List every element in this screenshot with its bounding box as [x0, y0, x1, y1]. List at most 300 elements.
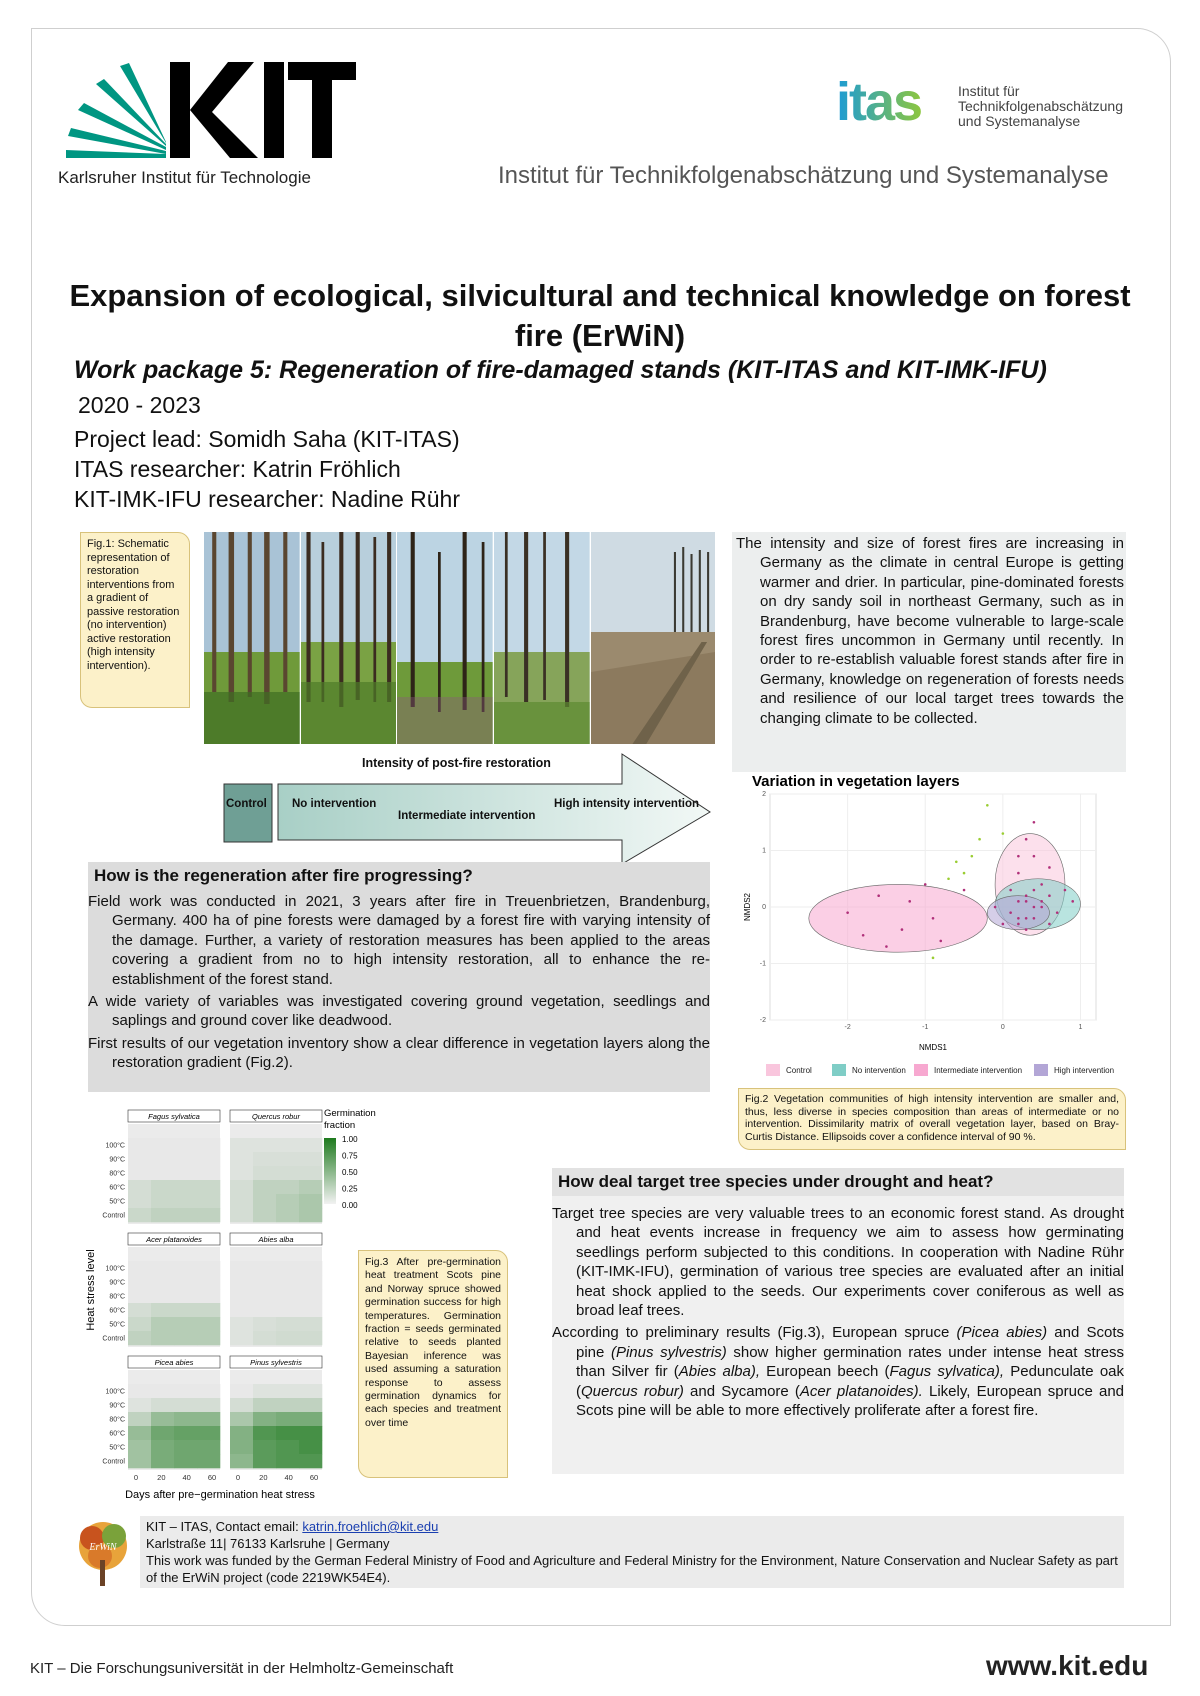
- kit-subtitle: Karlsruher Institut für Technologie: [58, 168, 311, 187]
- heatmap-cell: [299, 1289, 322, 1303]
- heatmap-cell: [299, 1398, 322, 1412]
- heatmap-cell: [276, 1331, 299, 1345]
- regen-paragraph-3: First results of our vegetation inventory show a clear difference in vegetation layers along the restoration gradient (Fig.2).: [88, 1034, 710, 1072]
- heatmap-cell: [151, 1331, 174, 1345]
- heatmap-row-label: 90°C: [109, 1156, 125, 1164]
- heatmap-panel-title: Abies alba: [258, 1235, 294, 1244]
- heatmap-row-label: 80°C: [109, 1416, 125, 1424]
- heatmap-cell: [151, 1166, 174, 1180]
- heatmap-panel-title: Pinus sylvestris: [250, 1358, 302, 1367]
- heatmap-cell: [151, 1138, 174, 1152]
- heatmap-cell: [253, 1289, 276, 1303]
- heatmap-cell: [128, 1440, 151, 1454]
- contact-email-link[interactable]: katrin.froehlich@kit.edu: [302, 1519, 439, 1534]
- heatmap-cell: [174, 1398, 197, 1412]
- heatmap-cell: [253, 1317, 276, 1331]
- heatmap-row-label: 90°C: [109, 1279, 125, 1287]
- heatmap-cell: [197, 1194, 220, 1208]
- target-species-section: [552, 1168, 1124, 1474]
- heatmap-cell: [299, 1152, 322, 1166]
- heatmap-row-label: 90°C: [109, 1402, 125, 1410]
- heatmap-cell: [253, 1261, 276, 1275]
- heatmap-legend-tick: 0.25: [342, 1184, 358, 1194]
- project-lead: Project lead: Somidh Saha (KIT-ITAS): [74, 426, 460, 452]
- heatmap-cell: [151, 1454, 174, 1468]
- nmds-point: [1056, 911, 1059, 914]
- heatmap-panel-title: Quercus robur: [252, 1112, 300, 1121]
- heatmap-cell: [253, 1152, 276, 1166]
- heatmap-cell: [230, 1289, 253, 1303]
- nmds-point-extra: [971, 855, 974, 858]
- heatmap-xtick-label: 20: [259, 1473, 268, 1482]
- nmds-point: [1009, 911, 1012, 914]
- heatmap-cell: [151, 1180, 174, 1194]
- nmds-point: [1033, 889, 1036, 892]
- target-paragraph-1: Target tree species are very valuable trees to an economic forest stand. As drought and heat events increase in frequency we aim to assess how germinating seedlings perform subjected to this conditions. In cooperation with Nadine Rühr (KIT-IMK-IFU), germination of various tree species are evaluated after an initial heat shock applied to the seeds. Our experiments cover coniferous as well as broad leaf trees.: [552, 1205, 1124, 1320]
- label-control: Control: [226, 798, 267, 810]
- heatmap-cell: [174, 1440, 197, 1454]
- heatmap-cell: [276, 1261, 299, 1275]
- nmds-point-extra: [932, 957, 935, 960]
- nmds-ellipse-intermediate-intervention: [809, 884, 988, 952]
- heatmap-cell: [253, 1384, 276, 1398]
- heatmap-cell: [230, 1180, 253, 1194]
- heatmap-cell: [197, 1166, 220, 1180]
- fig2-caption: Fig.2 Vegetation communities of high intensity intervention are smaller and, thus, less diverse in species composition than areas of intermediate or no intervention. Dissimilarity matrix of overall vegetation layer, based on Bray-Curtis Distance. Ellipsoids cover a confidence interval of 90 %.: [738, 1088, 1126, 1150]
- heatmap-cell: [299, 1426, 322, 1440]
- contact-label: KIT – ITAS, Contact email:: [146, 1519, 303, 1534]
- heatmap-cell: [230, 1426, 253, 1440]
- heatmap-cell: [276, 1166, 299, 1180]
- heatmap-legend-bar: [324, 1138, 336, 1204]
- heatmap-cell: [230, 1317, 253, 1331]
- heatmap-cell: [276, 1398, 299, 1412]
- heatmap-cell: [230, 1138, 253, 1152]
- heatmap-cell: [276, 1208, 299, 1222]
- nmds-point: [963, 889, 966, 892]
- heatmap-cell: [128, 1289, 151, 1303]
- heatmap-cell: [197, 1454, 220, 1468]
- heatmap-cell: [151, 1384, 174, 1398]
- heatmap-cell: [276, 1152, 299, 1166]
- p2-species: Fagus sylvatica),: [889, 1363, 1005, 1381]
- heatmap-cell: [128, 1275, 151, 1289]
- heatmap-cell: [197, 1303, 220, 1317]
- nmds-point: [1033, 906, 1036, 909]
- heatmap-cell: [174, 1275, 197, 1289]
- nmds-point: [908, 900, 911, 903]
- heatmap-cell: [276, 1138, 299, 1152]
- heatmap-cell: [151, 1440, 174, 1454]
- heatmap-row-label: 50°C: [109, 1444, 125, 1452]
- fig1-photo-strip: [204, 532, 716, 744]
- forest-photo-control: [204, 532, 301, 744]
- intro-box: [732, 532, 1126, 772]
- heatmap-cell: [128, 1303, 151, 1317]
- heatmap-cell: [197, 1331, 220, 1345]
- nmds-point: [932, 917, 935, 920]
- nmds-point: [1025, 838, 1028, 841]
- nmds-ytick-label: 2: [762, 791, 766, 798]
- heatmap-cell: [276, 1194, 299, 1208]
- heatmap-cell: [230, 1152, 253, 1166]
- heatmap-cell: [174, 1289, 197, 1303]
- nmds-point: [1040, 906, 1043, 909]
- p2-species: (Pinus sylvestris): [610, 1343, 727, 1361]
- nmds-point: [1064, 889, 1067, 892]
- heatmap-xtick-label: 60: [207, 1473, 217, 1482]
- heatmap-cell: [197, 1398, 220, 1412]
- p2-species: Acer platanoides).: [799, 1382, 923, 1400]
- nmds-legend-swatch: [914, 1064, 928, 1076]
- nmds-point: [1009, 889, 1012, 892]
- p2-part: and Sycamore (: [683, 1382, 800, 1400]
- heatmap-legend-title: Germination: [324, 1108, 376, 1119]
- heatmap-legend-tick: 1.00: [342, 1135, 358, 1144]
- heatmap-cell: [299, 1138, 322, 1152]
- heatmap-cell: [230, 1412, 253, 1426]
- nmds-point: [1071, 900, 1074, 903]
- heatmap-row-label: 50°C: [109, 1321, 125, 1329]
- heatmap-cell: [197, 1426, 220, 1440]
- heatmap-row-label: Control: [102, 1212, 125, 1220]
- heatmap-cell: [174, 1166, 197, 1180]
- heatmap-cell: [230, 1194, 253, 1208]
- heatmap-legend-title-2: fraction: [324, 1120, 356, 1131]
- heatmap-cell: [299, 1275, 322, 1289]
- p2-species: Abies alba),: [678, 1363, 760, 1381]
- imk-researcher: KIT-IMK-IFU researcher: Nadine Rühr: [74, 486, 461, 512]
- heatmap-cell: [151, 1426, 174, 1440]
- heatmap-cell: [197, 1384, 220, 1398]
- heatmap-cell: [253, 1412, 276, 1426]
- heatmap-cell: [151, 1275, 174, 1289]
- heatmap-cell: [174, 1208, 197, 1222]
- heatmap-cell: [253, 1208, 276, 1222]
- nmds-point-extra: [947, 877, 950, 880]
- nmds-point: [1033, 917, 1036, 920]
- heatmap-cell: [174, 1180, 197, 1194]
- nmds-legend-label: Intermediate intervention: [934, 1066, 1023, 1075]
- heatmap-xtick-label: 40: [284, 1473, 293, 1482]
- itas-line-2: Technikfolgenabschätzung: [958, 98, 1124, 114]
- forest-photo-light-intervention: [397, 532, 494, 744]
- heatmap-cell: [253, 1426, 276, 1440]
- heatmap-cell: [197, 1275, 220, 1289]
- heatmap-cell: [276, 1412, 299, 1426]
- heatmap-cell: [197, 1317, 220, 1331]
- heatmap-cell: [299, 1180, 322, 1194]
- heatmap-legend-tick: 0.75: [342, 1151, 358, 1161]
- heatmap-cell: [197, 1208, 220, 1222]
- heatmap-cell: [174, 1454, 197, 1468]
- heatmap-cell: [174, 1261, 197, 1275]
- itas-line-1: Institut für: [958, 83, 1020, 99]
- nmds-ylabel: NMDS2: [743, 892, 752, 922]
- heatmap-cell: [128, 1412, 151, 1426]
- heatmap-xtick-label: 60: [309, 1473, 319, 1482]
- nmds-point: [994, 906, 997, 909]
- heatmap-row-label: 60°C: [109, 1307, 125, 1315]
- heatmap-cell: [128, 1194, 151, 1208]
- itas-logo: [834, 74, 952, 130]
- nmds-ytick-label: 0: [762, 904, 766, 911]
- nmds-point: [1048, 894, 1051, 897]
- poster-subtitle: Work package 5: Regeneration of fire-damaged stands (KIT-ITAS and KIT-IMK-IFU): [74, 356, 1047, 384]
- heatmap-cell: [174, 1152, 197, 1166]
- heatmap-cell: [174, 1303, 197, 1317]
- erwin-logo-text: ErWiN: [89, 1542, 117, 1553]
- heatmap-ylabel: Heat stress level: [85, 1249, 97, 1331]
- heatmap-cell: [128, 1384, 151, 1398]
- heatmap-cell: [174, 1331, 197, 1345]
- heatmap-cell: [230, 1261, 253, 1275]
- heatmap-cell: [151, 1208, 174, 1222]
- project-years: 2020 - 2023: [78, 392, 201, 418]
- heatmap-cell: [299, 1166, 322, 1180]
- heatmap-cell: [174, 1194, 197, 1208]
- nmds-point: [1025, 928, 1028, 931]
- heatmap-cell: [151, 1412, 174, 1426]
- heatmap-cell: [253, 1454, 276, 1468]
- nmds-xtick-label: -2: [844, 1024, 851, 1031]
- heatmap-cell: [151, 1194, 174, 1208]
- p2-species: Quercus robur): [581, 1382, 684, 1400]
- heatmap-row-label: 100°C: [105, 1265, 125, 1273]
- heatmap-cell: [128, 1138, 151, 1152]
- heatmap-cell: [299, 1261, 322, 1275]
- heatmap-xlabel: Days after pre−germination heat stress: [125, 1489, 315, 1501]
- nmds-point: [924, 883, 927, 886]
- itas-researcher: ITAS researcher: Katrin Fröhlich: [74, 456, 401, 482]
- heatmap-cell: [128, 1261, 151, 1275]
- heatmap-row-label: 80°C: [109, 1293, 125, 1301]
- nmds-xtick-label: -1: [922, 1024, 929, 1031]
- heatmap-cell: [128, 1454, 151, 1468]
- heatmap-cell: [174, 1138, 197, 1152]
- nmds-legend-label: No intervention: [852, 1066, 906, 1075]
- fig3-caption: Fig.3 After pre-germination heat treatment Scots pine and Norway spruce showed germination success for high temperatures. Germination fraction = seeds germinated relative to seeds planted Bayesian inference was used assuming a saturation response to assess germination dynamics for each species and treatment over time: [358, 1250, 508, 1478]
- heatmap-cell: [276, 1275, 299, 1289]
- heatmap-cell: [128, 1166, 151, 1180]
- itas-logo-lines: [958, 84, 1123, 129]
- nmds-point: [1017, 855, 1020, 858]
- heatmap-cell: [197, 1412, 220, 1426]
- heatmap-legend-tick: 0.50: [342, 1168, 358, 1177]
- heatmap-xtick-label: 40: [182, 1473, 191, 1482]
- regen-paragraph-1: Field work was conducted in 2021, 3 years after fire in Treuenbrietzen, Brandenburg, Germany. 400 ha of pine forests were damaged by a forest fire with varying intensity of the damage. Further, a variety of restoration measures has been applied to the areas covering a gradient from no to high intensity restoration, all to enhance the re-establishment of the forest stand.: [88, 893, 710, 988]
- nmds-point: [1025, 900, 1028, 903]
- heatmap-cell: [151, 1289, 174, 1303]
- heatmap-cell: [253, 1138, 276, 1152]
- nmds-point: [1017, 923, 1020, 926]
- nmds-legend-label: High intervention: [1054, 1066, 1115, 1075]
- label-high-intensity: High intensity intervention: [554, 798, 700, 810]
- heatmap-cell: [230, 1398, 253, 1412]
- heatmap-panel-title: Acer platanoides: [146, 1235, 202, 1244]
- heatmap-cell: [276, 1180, 299, 1194]
- heatmap-cell: [197, 1440, 220, 1454]
- nmds-point: [1025, 917, 1028, 920]
- heatmap-cell: [276, 1440, 299, 1454]
- nmds-point: [1025, 894, 1028, 897]
- nmds-ytick-label: 1: [762, 847, 766, 855]
- poster-title: Expansion of ecological, silvicultural and technical knowledge on forest fire (ErWiN): [69, 278, 1131, 353]
- heatmap-cell: [197, 1261, 220, 1275]
- nmds-point: [862, 934, 865, 937]
- heatmap-cell: [253, 1194, 276, 1208]
- heatmap-cell: [253, 1275, 276, 1289]
- label-no-intervention: No intervention: [292, 798, 377, 810]
- nmds-point: [1040, 883, 1043, 886]
- heatmap-legend-tick: 0.00: [342, 1201, 358, 1210]
- nmds-point: [1002, 923, 1005, 926]
- heatmap-cell: [128, 1331, 151, 1345]
- nmds-point-extra: [978, 838, 981, 841]
- heatmap-cell: [253, 1166, 276, 1180]
- heatmap-cell: [253, 1303, 276, 1317]
- heatmap-cell: [128, 1180, 151, 1194]
- heatmap-cell: [230, 1454, 253, 1468]
- heatmap-cell: [276, 1303, 299, 1317]
- kit-website[interactable]: www.kit.edu: [986, 1650, 1149, 1681]
- heatmap-cell: [230, 1384, 253, 1398]
- p2-part: According to preliminary results (Fig.3), European spruce: [552, 1324, 957, 1342]
- heatmap-cell: [276, 1289, 299, 1303]
- heatmap-xtick-label: 0: [235, 1473, 241, 1482]
- nmds-point-extra: [963, 872, 966, 875]
- heatmap-cell: [128, 1426, 151, 1440]
- regen-paragraph-2: A wide variety of variables was investigated covering ground vegetation, seedlings and saplings and ground cover like deadwood.: [88, 993, 710, 1030]
- heatmap-row-label: 80°C: [109, 1170, 125, 1178]
- forest-photo-intermediate: [494, 532, 591, 744]
- nmds-ytick-label: -2: [759, 1017, 766, 1024]
- heatmap-cell: [253, 1440, 276, 1454]
- heatmap-cell: [128, 1152, 151, 1166]
- heatmap-cell: [197, 1289, 220, 1303]
- target-heading: How deal target tree species under drought and heat?: [552, 1168, 1124, 1196]
- nmds-legend-swatch: [1034, 1064, 1048, 1076]
- heatmap-cell: [299, 1317, 322, 1331]
- heatmap-cell: [299, 1208, 322, 1222]
- nmds-point: [877, 894, 880, 897]
- heatmap-cell: [299, 1454, 322, 1468]
- arrow-title: Intensity of post-fire restoration: [362, 756, 551, 770]
- fig1-caption: Fig.1: Schematic representation of restoration interventions from a gradient of passive restoration (no intervention) active restoration (high intensity intervention).: [80, 532, 190, 708]
- nmds-point: [939, 940, 942, 943]
- heatmap-row-label: 100°C: [105, 1388, 125, 1396]
- contact-footer: [140, 1516, 1124, 1588]
- regeneration-heading: How is the regeneration after fire progressing?: [94, 866, 473, 885]
- heatmap-cell: [230, 1303, 253, 1317]
- heatmap-cell: [276, 1426, 299, 1440]
- forest-photo-no-intervention: [301, 532, 398, 744]
- p2-part: Pedunculate oak (: [576, 1363, 1125, 1400]
- nmds-point-extra: [1002, 832, 1005, 835]
- nmds-xlabel: NMDS1: [918, 1043, 948, 1052]
- nmds-point: [1017, 900, 1020, 903]
- heatmap-cell: [174, 1426, 197, 1440]
- heatmap-xtick-label: 0: [133, 1473, 139, 1482]
- institute-name: Institut für Technikfolgenabschätzung und Systemanalyse: [498, 162, 1109, 189]
- heatmap-cell: [151, 1398, 174, 1412]
- heatmap-cell: [197, 1152, 220, 1166]
- p2-part: European beech (: [760, 1363, 890, 1381]
- nmds-point-extra: [986, 804, 989, 807]
- nmds-point: [1017, 872, 1020, 875]
- nmds-point: [1033, 855, 1036, 858]
- heatmap-cell: [253, 1180, 276, 1194]
- p2-species: (Picea abies): [956, 1324, 1048, 1342]
- heatmap-row-label: Control: [102, 1335, 125, 1343]
- heatmap-cell: [299, 1303, 322, 1317]
- address: Karlstraße 11| 76133 Karlsruhe | Germany: [146, 1536, 390, 1551]
- nmds-xtick-label: 0: [1000, 1024, 1005, 1031]
- heatmap-cell: [299, 1331, 322, 1345]
- nmds-legend-swatch: [832, 1064, 846, 1076]
- p2-part: show higher germination rates under intense heat stress than Silver fir (: [576, 1343, 1124, 1381]
- heatmap-cell: [151, 1303, 174, 1317]
- label-intermediate-intervention: Intermediate intervention: [398, 810, 536, 822]
- heatmap-cell: [174, 1384, 197, 1398]
- heatmap-cell: [230, 1166, 253, 1180]
- heatmap-cell: [253, 1398, 276, 1412]
- p2-part: Likely, European spruce and Scots pine will be able to more effectively proliferate after a forest fire.: [576, 1382, 1124, 1420]
- funding-note: This work was funded by the German Federal Ministry of Food and Agriculture and Federal Ministry for the Environment, Nature Conservation and Nuclear Safety as part of the ErWiN project (code 2219WK54E4).: [146, 1553, 1118, 1585]
- intro-text: The intensity and size of forest fires are increasing in Germany as the climate in central Europe is getting warmer and drier. In particular, pine-dominated forests on dry sandy soil in northeast Germany, such as in Brandenburg, have become vulnerable to large-scale forest fires uncommon in Germany until recently. In order to re-establish valuable forest stands after fire in Germany, knowledge on regeneration of forests needs and resilience of our local target trees towards the changing climate to be collected.: [736, 535, 1124, 727]
- heatmap-cell: [128, 1398, 151, 1412]
- nmds-xtick-label: 1: [1078, 1024, 1083, 1031]
- nmds-title: Variation in vegetation layers: [752, 773, 960, 790]
- heatmap-cell: [128, 1208, 151, 1222]
- nmds-point: [1040, 900, 1043, 903]
- heatmap-cell: [299, 1194, 322, 1208]
- heatmap-row-label: Control: [102, 1458, 125, 1466]
- heatmap-cell: [299, 1384, 322, 1398]
- heatmap-cell: [253, 1331, 276, 1345]
- control-box: [224, 784, 272, 842]
- nmds-legend-label: Control: [786, 1066, 812, 1075]
- heatmap-cell: [230, 1275, 253, 1289]
- heatmap-cell: [230, 1440, 253, 1454]
- heatmap-cell: [197, 1138, 220, 1152]
- heatmap-cell: [276, 1317, 299, 1331]
- heatmap-row-label: 60°C: [109, 1430, 125, 1438]
- p2-part: and Scots pine: [576, 1324, 1124, 1361]
- nmds-point: [1017, 917, 1020, 920]
- helmholtz-tagline: KIT – Die Forschungsuniversität in der Helmholtz-Gemeinschaft: [30, 1660, 454, 1677]
- nmds-point: [1033, 821, 1036, 824]
- nmds-point: [846, 911, 849, 914]
- nmds-point: [1048, 866, 1051, 869]
- heatmap-cell: [151, 1261, 174, 1275]
- heatmap-cell: [276, 1384, 299, 1398]
- heatmap-panel-title: Fagus sylvatica: [148, 1112, 200, 1121]
- heatmap-xtick-label: 20: [157, 1473, 166, 1482]
- nmds-legend-swatch: [766, 1064, 780, 1076]
- nmds-chart: [740, 770, 1126, 1086]
- heatmap-cell: [299, 1440, 322, 1454]
- nmds-point: [1048, 923, 1051, 926]
- heatmap-row-label: 60°C: [109, 1184, 125, 1192]
- target-paragraph-2: [552, 1323, 1124, 1420]
- forest-photo-high-intensity: [591, 532, 716, 744]
- regeneration-section: [88, 862, 710, 1092]
- heatmap-row-label: 50°C: [109, 1198, 125, 1206]
- kit-logo: [58, 58, 358, 168]
- heatmap-cell: [151, 1317, 174, 1331]
- nmds-point-extra: [955, 861, 958, 864]
